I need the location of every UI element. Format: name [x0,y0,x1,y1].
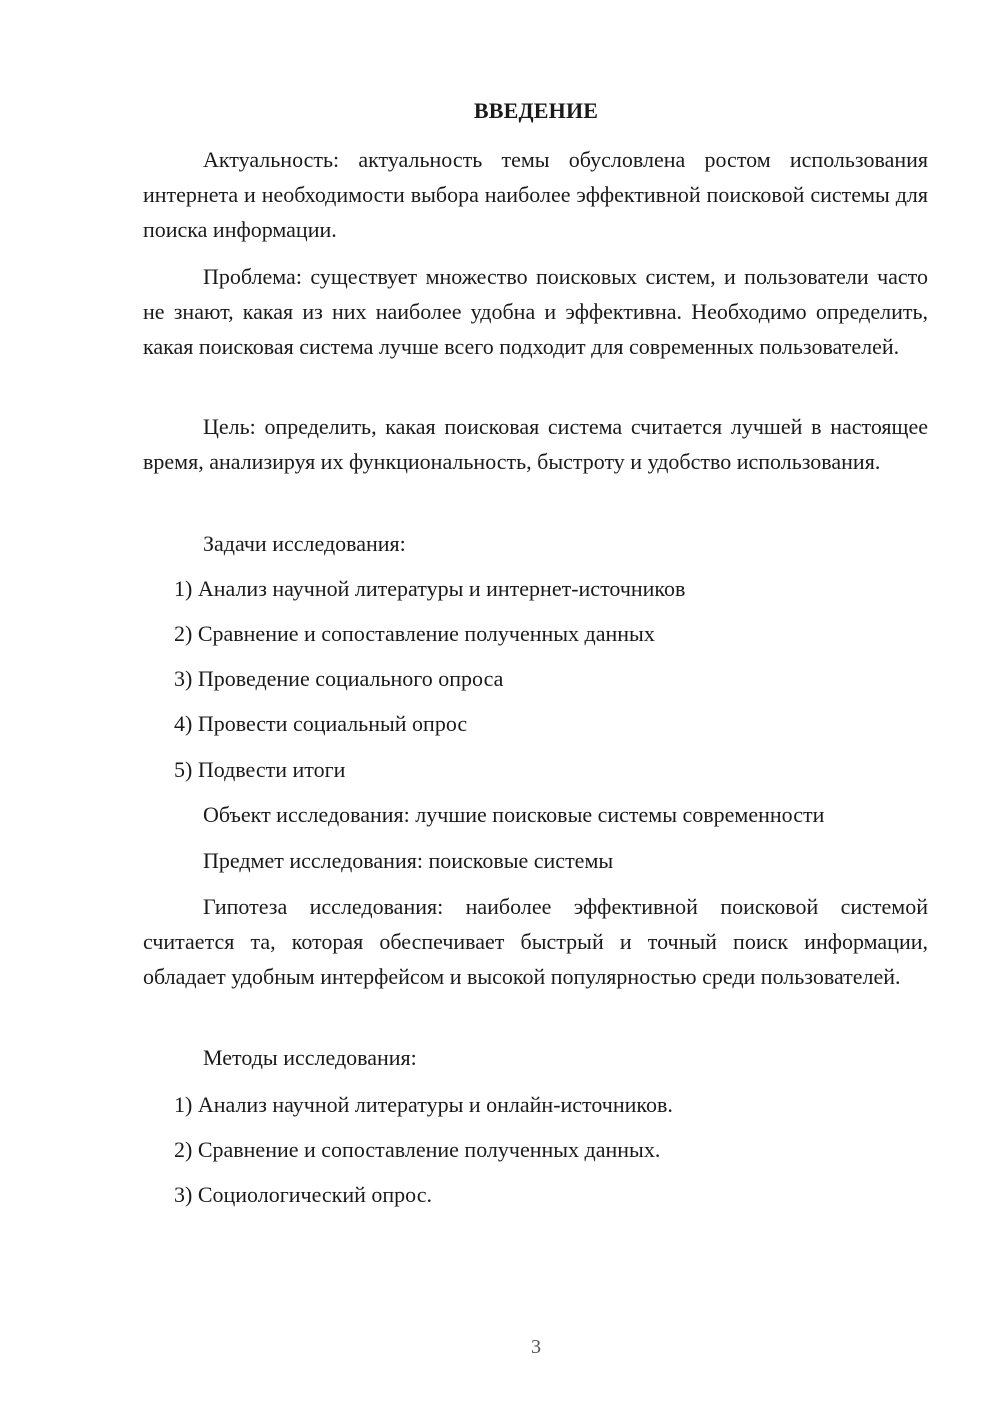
method-item: 2) Сравнение и сопоставление полученных данных. [174,1137,661,1162]
task-item: 2) Сравнение и сопоставление полученных данных [174,621,655,646]
task-item: 1) Анализ научной литературы и интернет-источников [174,576,686,601]
problem-paragraph: Проблема: существует множество поисковых систем, и пользователи часто не знают, какая из них наиболее удобна и эффективна. Необходимо определить, какая поисковая система лучше всего подходит для современных пользователей. [143,264,928,359]
relevance-paragraph: Актуальность: актуальность темы обусловлена ростом использования интернета и необходимости выбора наиболее эффективной поисковой системы для поиска информации. [143,147,928,242]
section-title: ВВЕДЕНИЕ [473,98,599,123]
method-item: 3) Социологический опрос. [174,1182,432,1207]
task-item: 5) Подвести итоги [174,757,346,782]
methods-heading: Методы исследования: [203,1045,417,1070]
page-number: 3 [531,1336,541,1358]
task-item: 4) Провести социальный опрос [174,711,468,736]
task-item: 3) Проведение социального опроса [174,666,504,691]
method-item: 1) Анализ научной литературы и онлайн-источников. [174,1092,673,1117]
tasks-heading: Задачи исследования: [203,531,406,556]
object-line: Объект исследования: лучшие поисковые системы современности [203,802,825,827]
hypothesis-paragraph: Гипотеза исследования: наиболее эффективной поисковой системой считается та, которая обеспечивает быстрый и точный поиск информации, обладает удобным интерфейсом и высокой популярностью среди пользователей. [143,894,928,989]
goal-paragraph: Цель: определить, какая поисковая система считается лучшей в настоящее время, анализируя их функциональность, быстроту и удобство использования. [143,414,928,474]
subject-line: Предмет исследования: поисковые системы [203,848,614,873]
